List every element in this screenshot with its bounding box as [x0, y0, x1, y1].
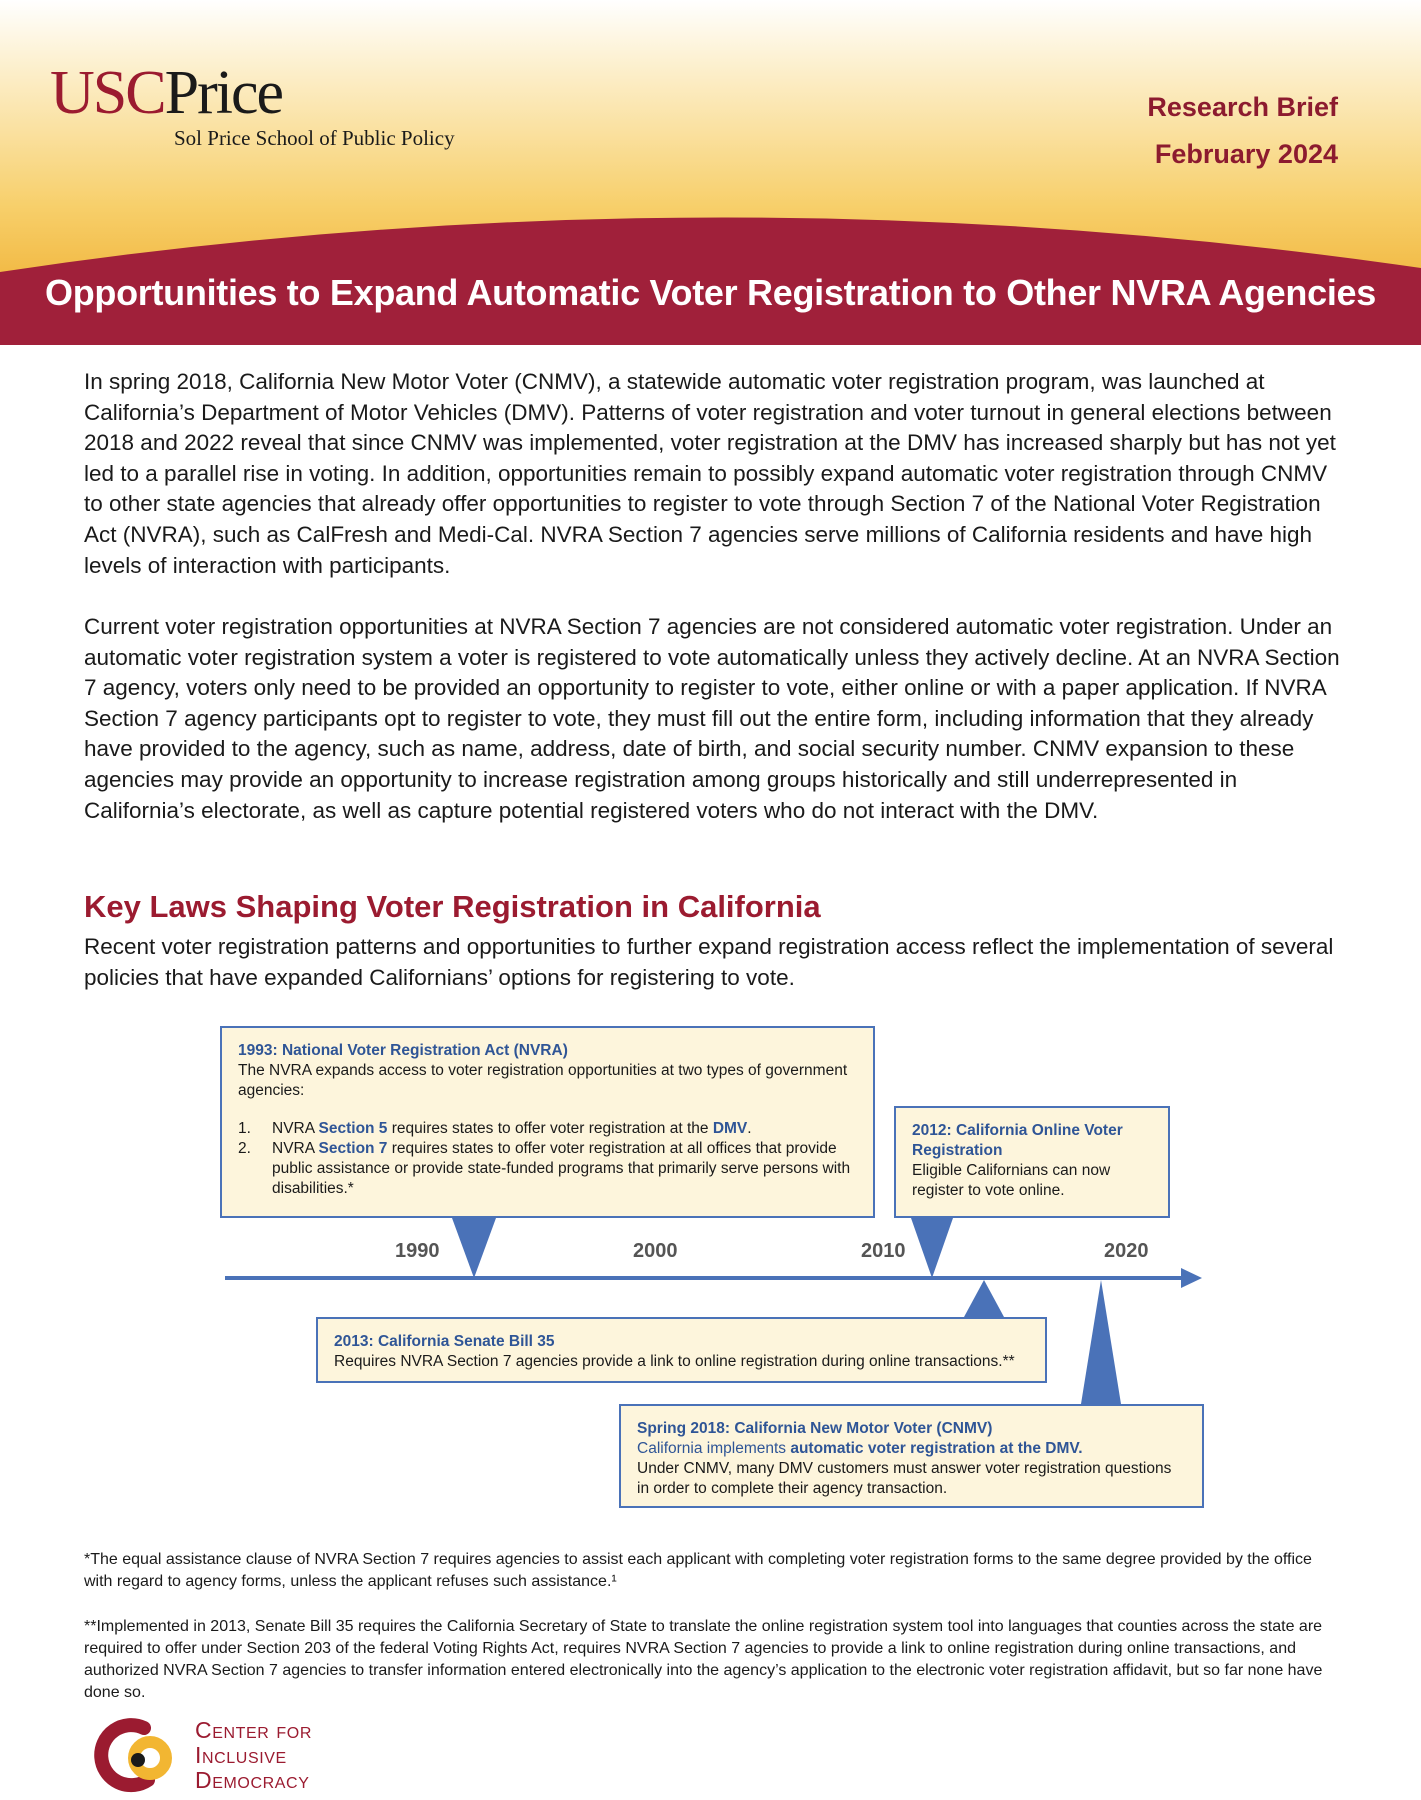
- timeline-arrowhead: [1181, 1268, 1202, 1288]
- event-text: Under CNMV, many DMV customers must answer voter registration questions in order to complete their agency transaction.: [637, 1460, 1172, 1497]
- event-highlight: California implements automatic voter registration at the DMV.: [637, 1440, 1083, 1457]
- event-text: The NVRA expands access to voter registration opportunities at two types of government agencies:: [238, 1062, 848, 1099]
- org-line-3: Democracy: [195, 1767, 310, 1793]
- cid-logo-mark: [86, 1718, 186, 1796]
- usc-price-logo: [50, 59, 455, 151]
- pointer-2012: [911, 1218, 953, 1278]
- intro-paragraph: In spring 2018, California New Motor Voter (CNMV), a statewide automatic voter registration program, was launched at California’s Department of Motor Vehicles (DMV). Patterns of voter registration and voter turnout in general elections between 2018 and 2022 reveal that since CNMV was implemented, voter registration at the DMV has increased sharply but has not yet led to a parallel rise in voting. In addition, opportunities remain to possibly expand automatic voter registration through CNMV to other state agencies that already offer opportunities to register to vote through Section 7 of the National Voter Registration Act (NVRA), such as CalFresh and Medi-Cal. NVRA Section 7 agencies serve millions of California residents and have high levels of interaction with participants.: [84, 369, 1336, 578]
- section-intro: Recent voter registration patterns and opportunities to further expand registration access reflect the implementation of several policies that have expanded Californians’ options for registering to vote.: [84, 934, 1334, 990]
- second-paragraph: Current voter registration opportunities at NVRA Section 7 agencies are not considered automatic voter registration. Under an automatic voter registration system a voter is registered to vote automatically unless they actively decline. At an NVRA Section 7 agency, voters only need to be provided an opportunity to register to vote, either online or with a paper application. If NVRA Section 7 agency participants opt to register to vote, they must fill out the entire form, including information that they already have provided to the agency, such as name, address, date of birth, and social security number. CNMV expansion to these agencies may provide an opportunity to increase registration among groups historically and still underrepresented in California’s electorate, as well as capture potential registered voters who do not interact with the DMV.: [84, 614, 1340, 823]
- event-title: 1993: National Voter Registration Act (NVRA): [238, 1042, 568, 1059]
- org-line-2: Inclusive: [195, 1742, 287, 1768]
- page-title: Opportunities to Expand Automatic Voter Registration to Other NVRA Agencies: [45, 272, 1376, 313]
- cid-logo-text: [195, 1718, 312, 1793]
- brief-meta: [1147, 84, 1338, 178]
- pointer-1993: [452, 1218, 496, 1278]
- event-list: [238, 1119, 857, 1199]
- event-box-nvra: [220, 1026, 875, 1218]
- footnote-2: **Implemented in 2013, Senate Bill 35 requires the California Secretary of State to translate the online registration system tool into languages that counties across the state are required to offer under Section 203 of the federal Voting Rights Act, requires NVRA Section 7 agencies to provide a link to online registration during online transactions, and authorized NVRA Section 7 agencies to transfer information entered electronically into the agency’s application to the electronic voter registration affidavit, but so far none have done so.: [84, 1618, 1323, 1701]
- event-box-sb35: [316, 1317, 1047, 1383]
- logo-usc: USC: [50, 59, 165, 127]
- event-title: 2012: California Online Voter Registration: [912, 1122, 1123, 1159]
- logo-price: Price: [164, 59, 282, 127]
- event-title: 2013: California Senate Bill 35: [334, 1333, 555, 1350]
- event-text: Requires NVRA Section 7 agencies provide a link to online registration during online transactions.**: [334, 1353, 1015, 1370]
- year-2010: 2010: [861, 1240, 906, 1262]
- event-box-online-registration: [894, 1106, 1170, 1218]
- section-heading: Key Laws Shaping Voter Registration in California: [84, 889, 821, 924]
- doc-type: Research Brief: [1147, 92, 1338, 122]
- year-1990: 1990: [395, 1240, 440, 1262]
- footnote-1: *The equal assistance clause of NVRA Section 7 requires agencies to assist each applicant with completing voter registration forms to the same degree provided by the office with regard to agency forms, unless the applicant refuses such assistance.¹: [84, 1551, 1312, 1590]
- pointer-2018: [1081, 1280, 1121, 1404]
- event-box-cnmv: [619, 1404, 1204, 1508]
- event-title: Spring 2018: California New Motor Voter (CNMV): [637, 1420, 993, 1437]
- logo-subtitle: Sol Price School of Public Policy: [174, 126, 455, 150]
- year-2000: 2000: [633, 1240, 678, 1262]
- year-2020: 2020: [1104, 1240, 1149, 1262]
- pointer-2013: [964, 1280, 1004, 1317]
- doc-date: February 2024: [1154, 139, 1338, 169]
- list-item: 2. NVRA Section 7 requires states to offer voter registration at all offices that provide public assistance or provide state-funded programs that primarily serve persons with disabilities.*: [238, 1140, 851, 1197]
- org-line-1: Center for: [195, 1717, 312, 1743]
- event-text: Eligible Californians can now register to vote online.: [912, 1162, 1111, 1199]
- list-item: 1. NVRA Section 5 requires states to offer voter registration at the DMV.: [238, 1120, 752, 1137]
